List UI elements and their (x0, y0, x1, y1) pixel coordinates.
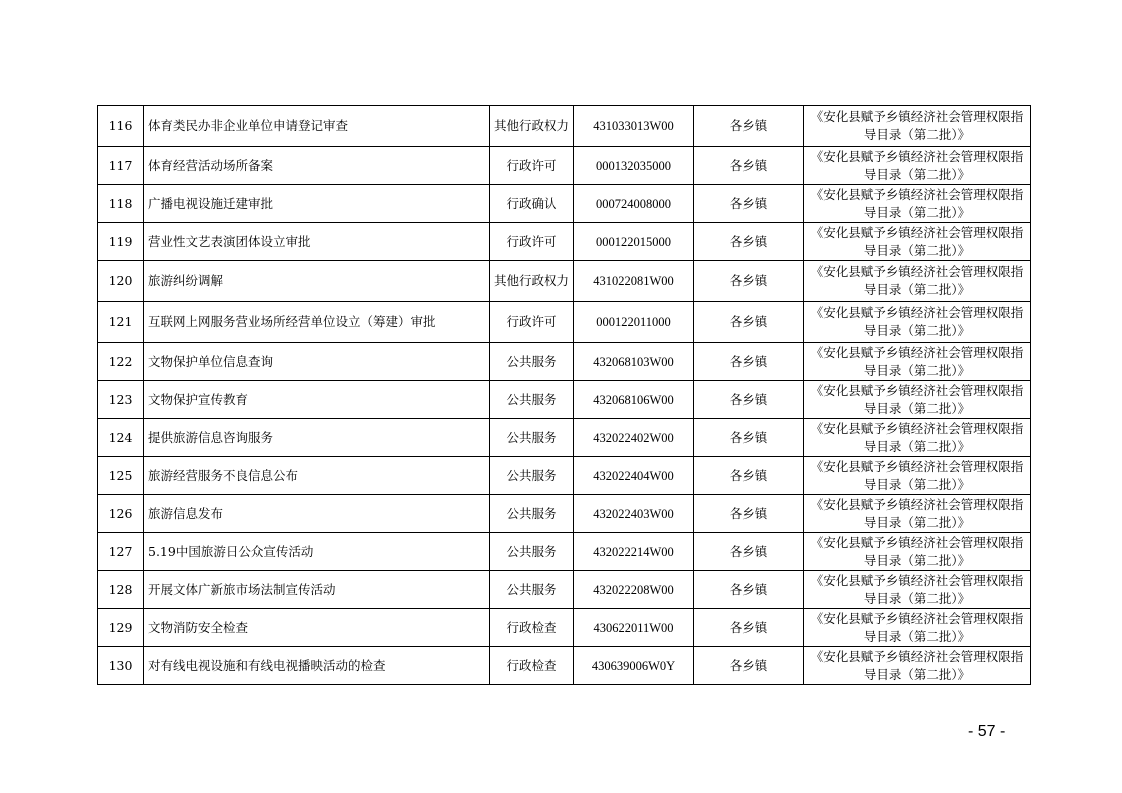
item-name: 对有线电视设施和有线电视播映活动的检查 (144, 647, 490, 685)
power-type: 行政许可 (490, 223, 574, 261)
basis: 《安化县赋予乡镇经济社会管理权限指导目录（第二批）》 (804, 495, 1031, 533)
scope: 各乡镇 (694, 106, 804, 147)
basis: 《安化县赋予乡镇经济社会管理权限指导目录（第二批）》 (804, 571, 1031, 609)
item-code: 000122011000 (574, 302, 694, 343)
table-row (98, 571, 1031, 609)
row-number: 116 (98, 106, 144, 147)
item-code: 430622011W00 (574, 609, 694, 647)
table-row (98, 609, 1031, 647)
power-type: 公共服务 (490, 343, 574, 381)
item-code: 000122015000 (574, 223, 694, 261)
table-row (98, 223, 1031, 261)
basis: 《安化县赋予乡镇经济社会管理权限指导目录（第二批）》 (804, 185, 1031, 223)
basis: 《安化县赋予乡镇经济社会管理权限指导目录（第二批）》 (804, 261, 1031, 302)
power-type: 其他行政权力 (490, 106, 574, 147)
page-number: - 57 - (968, 723, 1006, 740)
power-type: 公共服务 (490, 457, 574, 495)
item-code: 432068106W00 (574, 381, 694, 419)
row-number: 118 (98, 185, 144, 223)
item-code: 432068103W00 (574, 343, 694, 381)
item-code: 432022214W00 (574, 533, 694, 571)
item-name: 体育经营活动场所备案 (144, 147, 490, 185)
item-code: 000724008000 (574, 185, 694, 223)
scope: 各乡镇 (694, 381, 804, 419)
scope: 各乡镇 (694, 647, 804, 685)
basis: 《安化县赋予乡镇经济社会管理权限指导目录（第二批）》 (804, 106, 1031, 147)
scope: 各乡镇 (694, 185, 804, 223)
item-name: 互联网上网服务营业场所经营单位设立（筹建）审批 (144, 302, 490, 343)
row-number: 125 (98, 457, 144, 495)
row-number: 129 (98, 609, 144, 647)
table-row (98, 495, 1031, 533)
basis: 《安化县赋予乡镇经济社会管理权限指导目录（第二批）》 (804, 147, 1031, 185)
scope: 各乡镇 (694, 495, 804, 533)
table-row (98, 343, 1031, 381)
item-name: 文物保护宣传教育 (144, 381, 490, 419)
row-number: 124 (98, 419, 144, 457)
power-type: 行政检查 (490, 647, 574, 685)
row-number: 117 (98, 147, 144, 185)
power-type: 行政确认 (490, 185, 574, 223)
scope: 各乡镇 (694, 419, 804, 457)
power-type: 行政检查 (490, 609, 574, 647)
item-name: 开展文体广新旅市场法制宣传活动 (144, 571, 490, 609)
item-code: 432022402W00 (574, 419, 694, 457)
row-number: 130 (98, 647, 144, 685)
scope: 各乡镇 (694, 457, 804, 495)
row-number: 123 (98, 381, 144, 419)
table-row (98, 533, 1031, 571)
table-row (98, 381, 1031, 419)
basis: 《安化县赋予乡镇经济社会管理权限指导目录（第二批）》 (804, 343, 1031, 381)
scope: 各乡镇 (694, 261, 804, 302)
item-name: 旅游经营服务不良信息公布 (144, 457, 490, 495)
power-type: 公共服务 (490, 381, 574, 419)
item-name: 文物消防安全检查 (144, 609, 490, 647)
basis: 《安化县赋予乡镇经济社会管理权限指导目录（第二批）》 (804, 647, 1031, 685)
item-code: 430639006W0Y (574, 647, 694, 685)
basis: 《安化县赋予乡镇经济社会管理权限指导目录（第二批）》 (804, 533, 1031, 571)
row-number: 126 (98, 495, 144, 533)
table-row (98, 106, 1031, 147)
power-type: 公共服务 (490, 419, 574, 457)
item-name: 旅游信息发布 (144, 495, 490, 533)
basis: 《安化县赋予乡镇经济社会管理权限指导目录（第二批）》 (804, 457, 1031, 495)
item-name: 体育类民办非企业单位申请登记审查 (144, 106, 490, 147)
power-type: 公共服务 (490, 495, 574, 533)
basis: 《安化县赋予乡镇经济社会管理权限指导目录（第二批）》 (804, 302, 1031, 343)
basis: 《安化县赋予乡镇经济社会管理权限指导目录（第二批）》 (804, 223, 1031, 261)
table-row (98, 647, 1031, 685)
row-number: 121 (98, 302, 144, 343)
item-code: 432022404W00 (574, 457, 694, 495)
row-number: 122 (98, 343, 144, 381)
item-name: 文物保护单位信息查询 (144, 343, 490, 381)
item-name: 5.19中国旅游日公众宣传活动 (144, 533, 490, 571)
scope: 各乡镇 (694, 223, 804, 261)
scope: 各乡镇 (694, 533, 804, 571)
table-row (98, 261, 1031, 302)
item-code: 000132035000 (574, 147, 694, 185)
catalog-table (97, 105, 1031, 685)
scope: 各乡镇 (694, 343, 804, 381)
table-row (98, 419, 1031, 457)
item-code: 431022081W00 (574, 261, 694, 302)
table-row (98, 185, 1031, 223)
table-row (98, 147, 1031, 185)
item-name: 广播电视设施迁建审批 (144, 185, 490, 223)
power-type: 行政许可 (490, 302, 574, 343)
power-type: 公共服务 (490, 533, 574, 571)
scope: 各乡镇 (694, 302, 804, 343)
basis: 《安化县赋予乡镇经济社会管理权限指导目录（第二批）》 (804, 609, 1031, 647)
power-type: 行政许可 (490, 147, 574, 185)
basis: 《安化县赋予乡镇经济社会管理权限指导目录（第二批）》 (804, 381, 1031, 419)
power-type: 公共服务 (490, 571, 574, 609)
basis: 《安化县赋予乡镇经济社会管理权限指导目录（第二批）》 (804, 419, 1031, 457)
item-name: 提供旅游信息咨询服务 (144, 419, 490, 457)
row-number: 128 (98, 571, 144, 609)
item-name: 旅游纠纷调解 (144, 261, 490, 302)
scope: 各乡镇 (694, 609, 804, 647)
item-code: 432022208W00 (574, 571, 694, 609)
scope: 各乡镇 (694, 571, 804, 609)
item-name: 营业性文艺表演团体设立审批 (144, 223, 490, 261)
scope: 各乡镇 (694, 147, 804, 185)
row-number: 120 (98, 261, 144, 302)
table-row (98, 302, 1031, 343)
power-type: 其他行政权力 (490, 261, 574, 302)
row-number: 119 (98, 223, 144, 261)
item-code: 431033013W00 (574, 106, 694, 147)
row-number: 127 (98, 533, 144, 571)
table-row (98, 457, 1031, 495)
item-code: 432022403W00 (574, 495, 694, 533)
